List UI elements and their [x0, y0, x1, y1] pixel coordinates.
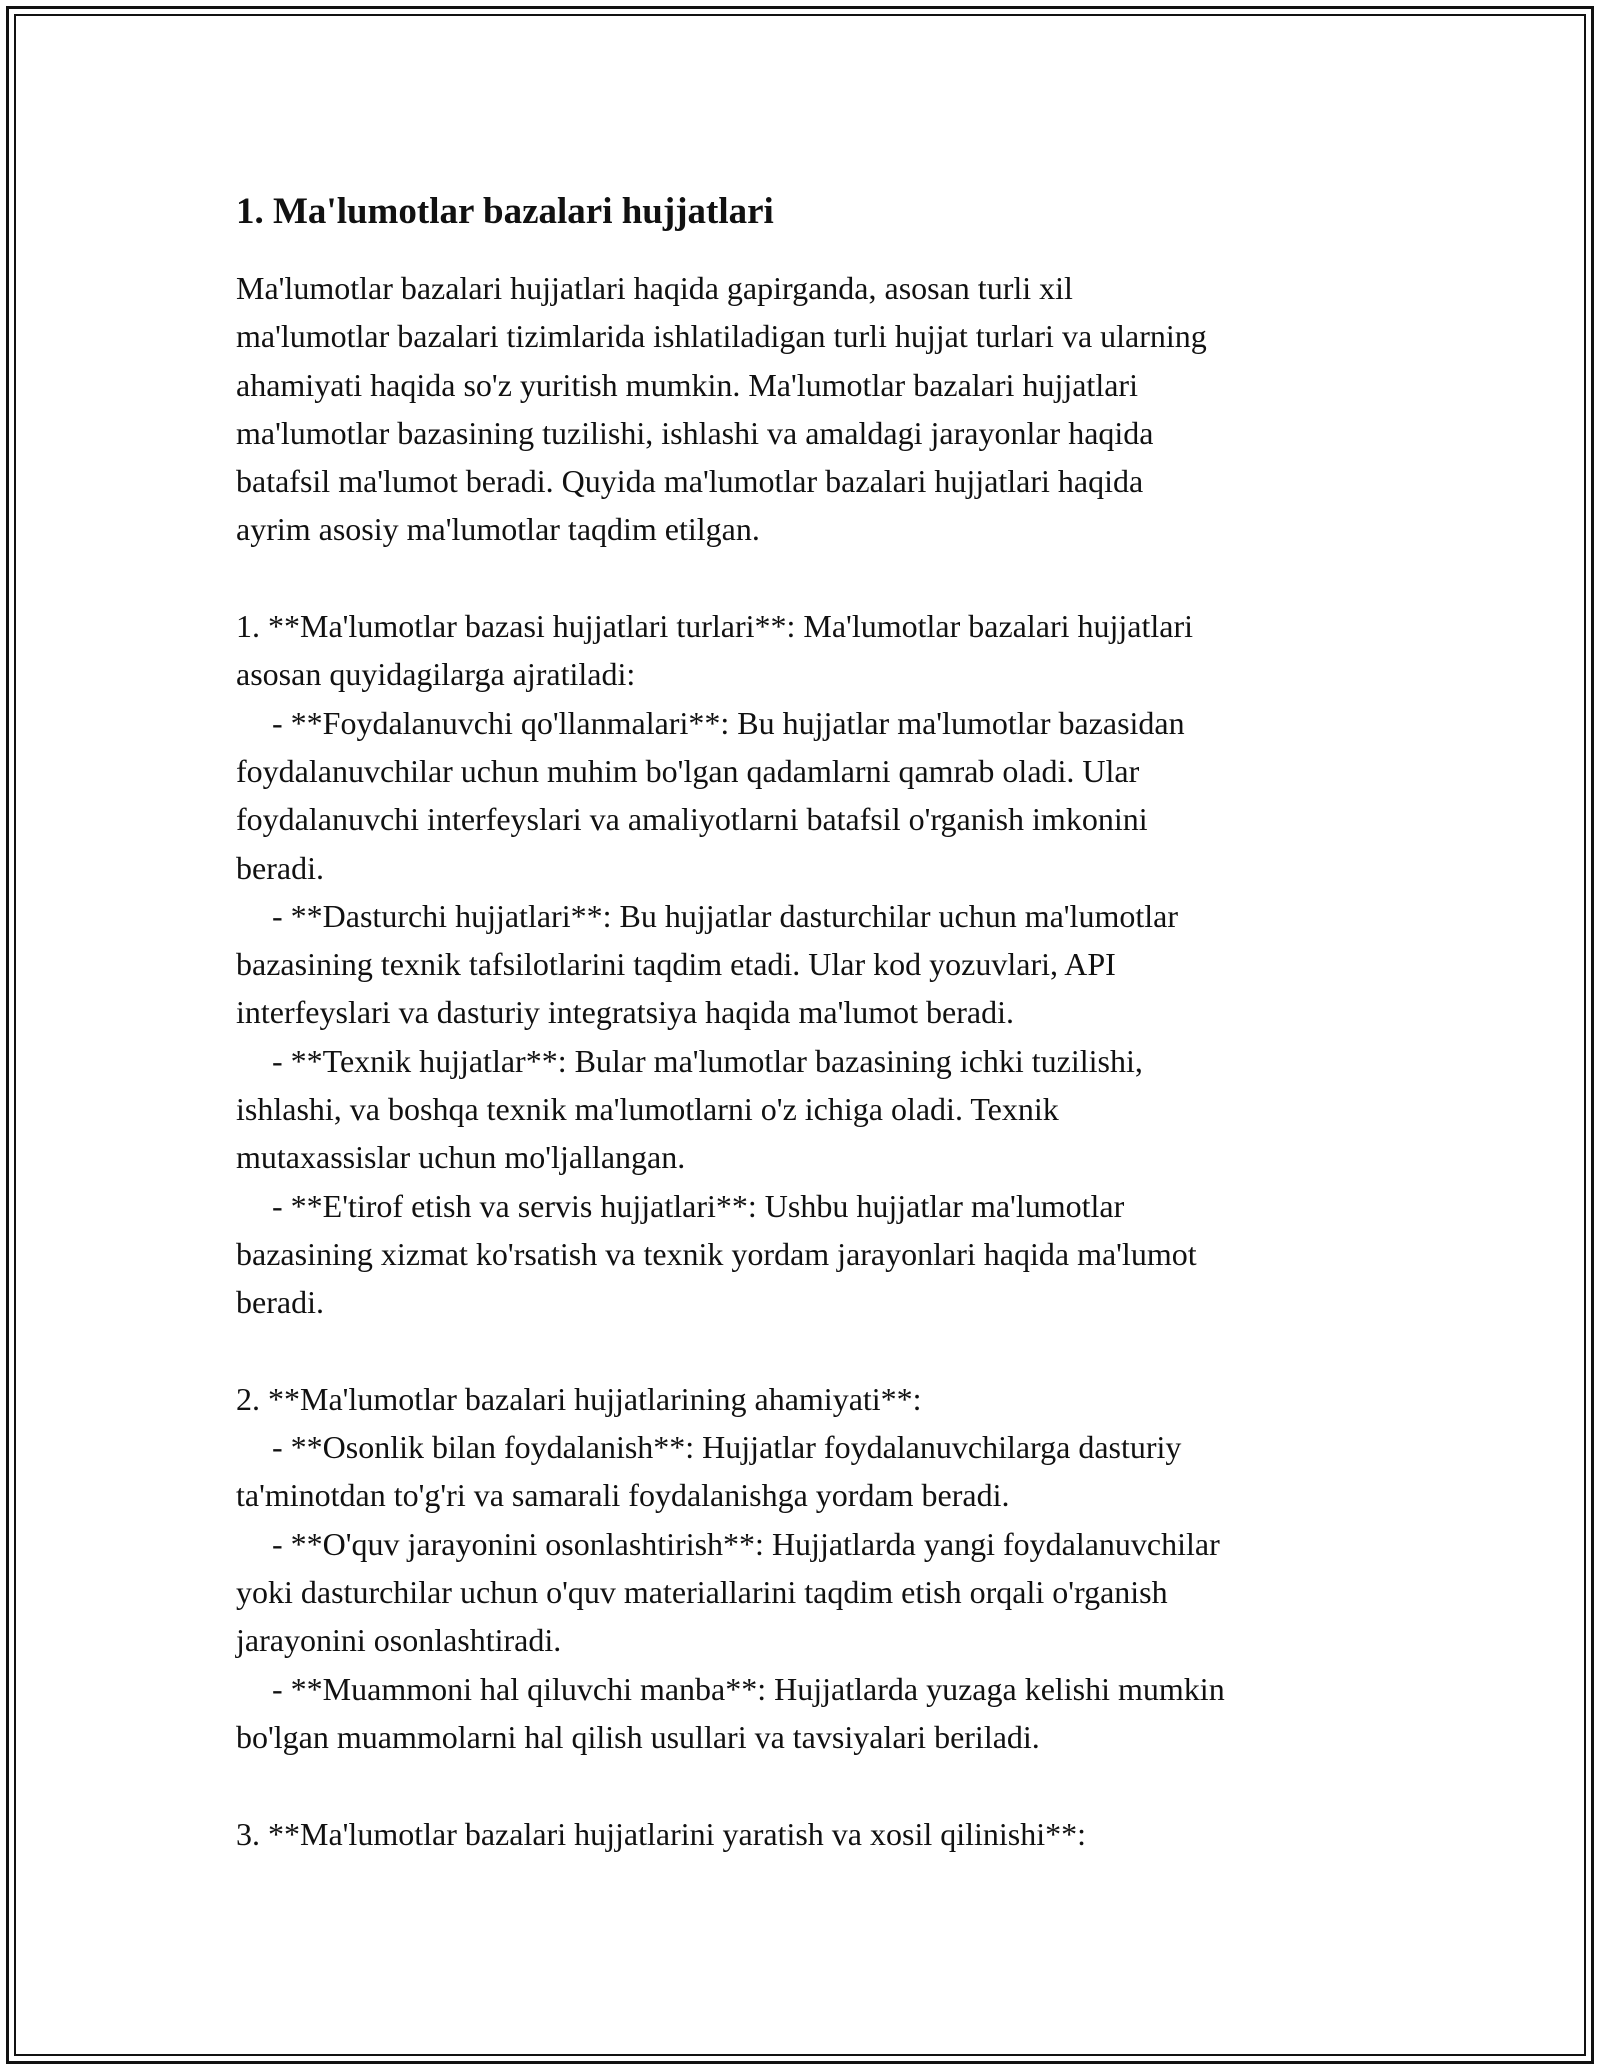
text-line: foydalanuvchi interfeyslari va amaliyotlarni batafsil o'rganish imkonini — [236, 801, 1148, 838]
text-line: bazasining texnik tafsilotlarini taqdim etadi. Ular kod yozuvlari, API — [236, 946, 1116, 983]
text-line: bo'lgan muammolarni hal qilish usullari va tavsiyalari beriladi. — [236, 1718, 1040, 1755]
list-item: - **Osonlik bilan foydalanish**: Hujjatlar foydalanuvchilarga dasturiy — [272, 1429, 1182, 1466]
text-line: batafsil ma'lumot beradi. Quyida ma'lumotlar bazalari hujjatlari haqida — [236, 463, 1144, 500]
section-heading: 1. Ma'lumotlar bazalari hujjatlari — [236, 191, 774, 232]
list-item: - **Foydalanuvchi qo'llanmalari**: Bu hujjatlar ma'lumotlar bazasidan — [272, 704, 1185, 741]
blank-line — [236, 1761, 1396, 1809]
text-line: Ma'lumotlar bazalari hujjatlari haqida gapirganda, asosan turli xil — [236, 270, 1073, 306]
list-title-line: 2. **Ma'lumotlar bazalari hujjatlarining ahamiyati**: — [236, 1380, 922, 1417]
text-line: bazasining xizmat ko'rsatish va texnik yordam jarayonlari haqida ma'lumot — [236, 1235, 1197, 1272]
document-page — [236, 188, 1396, 1858]
text-line: interfeyslari va dasturiy integratsiya haqida ma'lumot beradi. — [236, 994, 1014, 1031]
list-item: - **Texnik hujjatlar**: Bular ma'lumotlar bazasining ichki tuzilishi, — [272, 1042, 1143, 1079]
text-line: beradi. — [236, 1284, 324, 1321]
list-title-line: asosan quyidagilarga ajratiladi: — [236, 656, 636, 693]
list-title-line: 3. **Ma'lumotlar bazalari hujjatlarini yaratish va xosil qilinishi**: — [236, 1815, 1087, 1852]
list-item: - **O'quv jarayonini osonlashtirish**: Hujjatlarda yangi foydalanuvchilar — [272, 1525, 1220, 1562]
list-title-line: 1. **Ma'lumotlar bazasi hujjatlari turlari**: Ma'lumotlar bazalari hujjatlari — [236, 608, 1193, 645]
list-item: - **Muammoni hal qiluvchi manba**: Hujjatlarda yuzaga kelishi mumkin — [272, 1670, 1225, 1707]
text-line: yoki dasturchilar uchun o'quv materiallarini taqdim etish orqali o'rganish — [236, 1574, 1168, 1611]
text-line: ma'lumotlar bazasining tuzilishi, ishlashi va amaldagi jarayonlar haqida — [236, 414, 1154, 451]
blank-line — [236, 1327, 1396, 1375]
text-line: ta'minotdan to'g'ri va samarali foydalanishga yordam beradi. — [236, 1477, 1010, 1514]
text-line: ayrim asosiy ma'lumotlar taqdim etilgan. — [236, 511, 760, 548]
text-line: beradi. — [236, 849, 324, 886]
blank-line — [236, 554, 1396, 602]
section-2 — [236, 1375, 1396, 1761]
text-line: jarayonini osonlashtiradi. — [236, 1622, 562, 1659]
list-item: - **Dasturchi hujjatlari**: Bu hujjatlar dasturchilar uchun ma'lumotlar — [272, 897, 1178, 934]
intro-paragraph — [236, 264, 1396, 554]
text-line: mutaxassislar uchun mo'ljallangan. — [236, 1139, 686, 1176]
text-line: foydalanuvchilar uchun muhim bo'lgan qadamlarni qamrab oladi. Ular — [236, 752, 1140, 789]
text-line: ma'lumotlar bazalari tizimlarida ishlatiladigan turli hujjat turlari va ularning — [236, 318, 1207, 355]
section-3 — [236, 1810, 1396, 1858]
text-line: ishlashi, va boshqa texnik ma'lumotlarni o'z ichiga oladi. Texnik — [236, 1091, 1059, 1128]
list-item: - **E'tirof etish va servis hujjatlari**: Ushbu hujjatlar ma'lumotlar — [272, 1187, 1125, 1224]
text-line: ahamiyati haqida so'z yuritish mumkin. Ma'lumotlar bazalari hujjatlari — [236, 366, 1138, 403]
section-1 — [236, 602, 1396, 1326]
